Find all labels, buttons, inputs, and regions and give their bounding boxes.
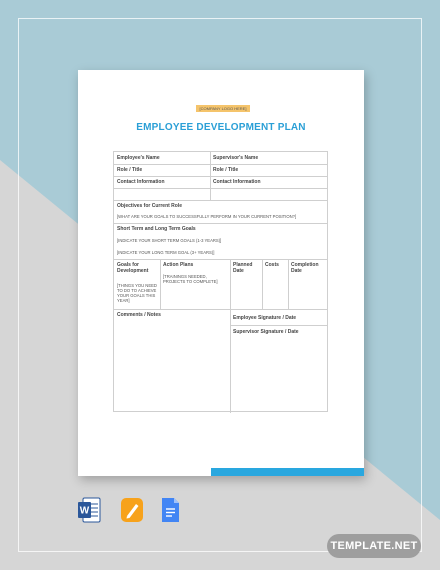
employee-name-label: Employee's Name [117,155,160,161]
goals-for-development-header: Goals for Development [117,262,149,274]
short-term-goals-hint: [INDICATE YOUR SHORT TERM GOALS (1-3 YEARS)] [117,238,222,243]
supervisor-contact-info-label: Contact Information [213,179,261,185]
role-title-label: Role / Title [117,167,143,173]
employee-signature-label: Employee Signature / Date [233,315,297,321]
document-accent-bar [211,468,364,476]
development-plan-form [113,151,328,412]
google-docs-icon[interactable] [158,496,182,524]
document-title: EMPLOYEE DEVELOPMENT PLAN [136,122,306,133]
goals-hint: [THINGS YOU NEED TO DO TO ACHIEVE YOUR GOALS THIS YEAR] [117,283,157,303]
pages-icon[interactable] [120,496,144,524]
objectives-label: Objectives for Current Role [117,203,183,209]
template-net-watermark: TEMPLATE.NET [327,534,421,558]
supervisor-signature-label: Supervisor Signature / Date [233,329,299,335]
company-logo-placeholder: [COMPANY LOGO HERE] [196,105,250,112]
action-plans-header: Action Plans [163,262,194,268]
svg-text:W: W [79,505,90,517]
supervisor-role-title-label: Role / Title [213,167,239,173]
planned-date-header: Planned Date [233,262,253,274]
costs-header: Costs [265,262,279,268]
completion-date-header: Completion Date [291,262,319,274]
objectives-hint: [WHAT ARE YOUR GOALS TO SUCCESSFULLY PERFORM IN YOUR CURRENT POSITION?] [117,214,297,219]
contact-info-label: Contact Information [117,179,165,185]
long-term-goals-hint: [INDICATE YOUR LONG TERM GOAL (3+ YEARS)] [117,250,215,255]
document-preview [78,70,364,476]
supervisor-name-label: Supervisor's Name [213,155,259,161]
action-plans-hint: [TRAININGS NEEDED, PROJECTS TO COMPLETE] [163,274,218,284]
comments-label: Comments / Notes [117,312,161,318]
goals-label: Short Term and Long Term Goals [117,226,196,232]
word-icon[interactable] [77,496,101,524]
